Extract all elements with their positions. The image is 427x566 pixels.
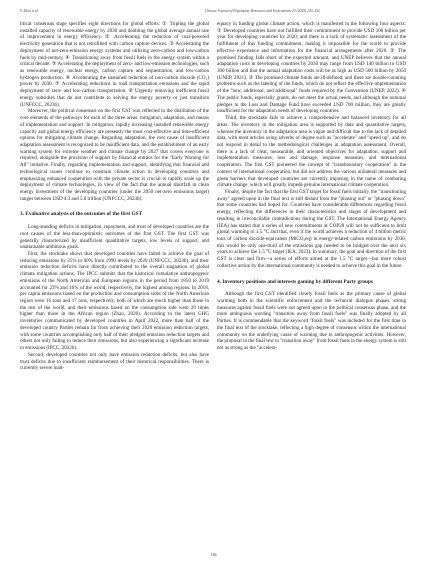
paragraph-fossil-fuel-positions: Although the first GST identified clearly fossil fuels as the primary cause of global warming both in the scientific enforcement and the technical dialogue phases, strong measures against fossil fuels were not agreed upon in the political consensus phase, and the more ambiguous wording "transition away from fossil fuels" was finally adopted by all Parties. It is commendable that the keyword "fossil fuels" was included for the first time in the final text of the stocktake, reflecting a high degree of consensus within the international community on the underlying cause of warming due to anthropogenic activities. However, the proposal in the final text to "transition away" from fossil fuels in the energy system is still not as strong as the "accelera- (217, 291, 406, 352)
left-column (20, 21, 209, 372)
section-heading-3: 3. Evaluative analysis of the outcomes of the first GST (20, 211, 143, 218)
header-journal: Chinese Journal of Population, Resources and Environment 23 (2025) 143–152 (205, 9, 320, 13)
paragraph-deficits-intro: Long-standing deficits in mitigation, repayment, and trust of developed countries are the root causes of the less-than-optimistic outcomes of the first GST. The first GST was generally characterized by insufficient quantitative targets, low levels of support, and unattainable ambitious goals. (20, 224, 209, 251)
paragraph-targets-list: litical consensus stage specifies eight directions for global efforts: ① Tripling the global installed capacity of renewable energy by 2030 and doubling the global average annual rate of improvement in energy efficiency. ② Accelerating the reduction of coal-powered electricity generation that is not retrofitted with carbon capture devices. ③ Accelerating the deployment of net-zero-emission energy systems and utilizing zero-carbon and low-carbon fuels by mid-century. ④ Transitioning away from fossil fuels in the energy system within a critical decade. ⑤ Accelerating the deployment of zero- and low-emission technologies, such as renewable energy, nuclear energy, carbon capture and sequestration, and low-carbon hydrogen production. ⑥ Accelerating the sustained reduction of non-carbon dioxide (CO₂) power by 2030. ⑦ Accelerating reductions in road transportation emissions and the rapid deployment of zero- and low-carbon transportation. ⑧ Urgently removing inefficient fossil energy subsidies that do not contribute to solving the energy poverty or just transition (UNFCCC, 2023b). (20, 21, 209, 108)
page-number: 146 (210, 552, 217, 557)
paragraph-second-trust-deficit: Second, developed countries not only have emission reduction deficits, but also have trust deficits due to insufficient reimbursement of their historical responsibilities. There is currently severe inad- (20, 351, 209, 372)
header-authors: Y. Zhou et al. (20, 9, 39, 13)
running-header (20, 9, 407, 13)
paragraph-political-consensus: Moreover, the political consensus on the first GST was reflected in the distillation of the core elements of the pathways for each of the three areas: mitigation, adaptation, and means of implementation and support. In mitigation, rapidly increasing installed renewable energy capacity and global energy efficiency are presently the most cost-effective and time-efficient options for mitigating climate change. Regarding adaptation, the root cause of insufficient adaptation assessment is recognized to be insufficient data, and the establishment of an early warning system for extreme weather and climate change by 2027 that covers everyone is required, alongside the provision of support by financial entities for the "Early Warning for All" initiative. Finally, regarding implementation and support, identifying that financial and technological issues continue to constrain climate action in developing countries and emphasizing enhanced cooperation with the private sector is crucial to rapidly scale up the deployment of climate technologies, in view of the fact that the annual shortfall in clean energy investment of the developing countries (under the 2050 net-zero emissions target) ranges between USD 4.3 and 5.0 trillion (UNFCCC, 2023b). (20, 108, 209, 202)
paragraph-first-emission-deficit: First, the stocktake shows that developed countries have failed to achieve the goal of reducing emissions by 25% to 40% from 1990 levels by 2020 (UNFCCC, 2023b), and their emission reduction deficits have directly contributed to the overall stagnation of global climate mitigation actions. The IPCC submits that the historical cumulative anthropogenic emissions of the North American and European regions in the period from 1850 to 2019 accounted for 23% and 16% of the world, respectively, the highest among regions. In 2018, per capita emissions based on the production and consumption sides of the North American region were 16 tons and 17 tons, respectively, both of which are much higher than those in the rest of the world, and their emissions based on the consumption side were 20 times higher than those in the African region (Zhao, 2020). According to the latest GHG inventories communicated by developed countries in April 2022, more than half of the developed country Parties remain far from achieving their 2020 emission reduction targets, with some countries accomplishing only half of their pledged emission reduction targets and others not only failing to reduce their emissions, but also experiencing a significant increase in emissions (IPCC, 2022b). (20, 251, 209, 352)
paragraph-third-inventory: Third, the stocktake fails to achieve a comprehensive and balanced inventory for all areas. The inventory in the mitigation area is supported by data and quantitative targets, whereas the inventory in the adaptation area is vague and difficult due to the lack of detailed data, with most articles using adverbs of degree such as "accelerate" and "speed up", and do not respond in detail to the methodological challenges in adaptation assessment. Overall, there is a lack of clear, measurable, and oriented objectives for adaptation, support and implementation measures, loss and damage, response measures, and international cooperation. The first GST pioneered the concept of "transboundary cooperation" in the context of international cooperation, but did not address the various unilateral measures and green barriers that developed countries are currently imposing in the name of combating climate change, which will greatly impede genuine international climate cooperation. (217, 115, 406, 189)
paragraph-funding-aspects: equacy in funding global climate action, which is manifested in the following four aspects: ① Developed countries have not fulfilled their commitment to provide USD 100 billion per year for developing countries by 2020, and there is a lack of systematic assessment of the fulfillment of this funding commitment, making it impossible for the world to provide effective experience and information for the financial arrangements after 2020. ② The promised funding falls short of the expected amount, and UNEP believes that the annual adaptation costs in developing countries by 2030 may range from USD 140 billion to USD 300 billion and that the annual adaptation costs will be as high as USD 500 billion by 2050 (UNEP, 2021). ③ The promised climate funds are ill-defined, and there are double-counting problems such as the labeling of the funds, which do not reflect the effective implementation of the "new, additional, and additional" funds required by the Convention (UNEP, 2022). ④ The public funds, especially grants, do not meet the actual needs, and although the nominal pledges to the Loss and Damage Fund have exceeded USD 700 million, they are greatly insufficient for the adaptation needs of developing countries. (217, 21, 406, 115)
right-column (217, 21, 406, 352)
section-heading-4: 4. Inventory positions and interests gaming by different Party groups (217, 278, 373, 285)
paragraph-finally-fossil-fuels: Finally, despite the fact that the first GST target for fossil fuels initially, the "transitioning away" agreed upon in the final text is still distant from the "phasing out" or "phasing down" that some countries had hoped for. Countries have considerable differences regarding fossil energy, reflecting the differences in their characteristics and stages of development and resulting in irreconcilable contradictions during the GST. The International Energy Agency (IEA) has stated that a series of new commitments at COP28 will not be sufficient to limit global warming to 1.5 °C and that, even if the world achieves a reduction of 4 billion metric tons of carbon dioxide-equivalent (MtCO₂eq) in energy-related carbon emissions by 2030, this would be only one-third of the emissions gap needed to be bridged over the next six years to achieve the 1.5 °C target (IEA, 2023). In summary, the goal and direction of the first GST is clear and firm—a series of efforts aimed at the 1.5 °C target—but more robust collective action by the international community is needed to achieve this goal in the future. (217, 188, 406, 269)
